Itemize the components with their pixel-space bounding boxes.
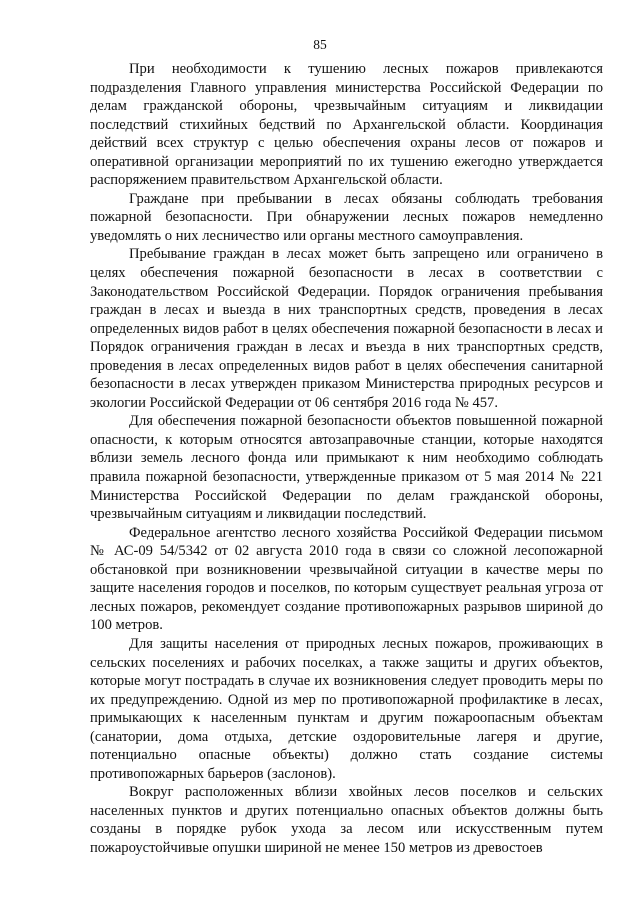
page-number: 85	[313, 37, 327, 52]
paragraph-fire-units: При необходимости к тушению лесных пожаров привлекаются подразделения Главного управления министерства Российской Федерации по делам гражданской обороны, чрезвычайным ситуациям и ликвидации последствий стихийных бедствий по Архангельской области. Координация действий всех структур с целью обеспечения охраны лесов от пожаров и оперативной организации мероприятий по их тушению ежегодно утверждается распоряжением правительством Архангельской области.	[90, 61, 603, 189]
document-body	[90, 60, 603, 858]
paragraph-fire-resistant-edges: Вокруг расположенных вблизи хвойных лесов поселков и сельских населенных пунктов и других потенциально опасных объектов должны быть созданы в порядке рубок ухода за лесом или искусственным путем пожароустойчивые опушки шириной не менее 150 метров из древостоев	[90, 784, 603, 856]
paragraph-restriction-of-stay: Пребывание граждан в лесах может быть запрещено или ограничено в целях обеспечения пожарной безопасности в лесах в соответствии с Законодательством Российской Федерации. Порядок ограничения пребывания граждан в лесах и выезда в них транспортных средств, проведения в лесах определенных видов работ в целях обеспечения пожарной безопасности в лесах и Порядок ограничения граждан в лесах и въезда в них транспортных средств, проведения в лесах определенных видов работ в целях обеспечения санитарной безопасности в лесах утвержден приказом Министерства природных ресурсов и экологии Российской Федерации от 06 сентября 2016 года № 457.	[90, 246, 603, 411]
paragraph-gas-stations: Для обеспечения пожарной безопасности объектов повышенной пожарной опасности, к которым относятся автозаправочные станции, которые находятся вблизи земель лесного фонда или примыкают к ним необходимо соблюдать правила пожарной безопасности, утвержденные приказом от 5 мая 2014 № 221 Министерства Российской Федерации по делам гражданской обороны, чрезвычайным ситуациям и ликвидации последствий.	[90, 413, 603, 523]
paragraph-population-protection: Для защиты населения от природных лесных пожаров, проживающих в сельских поселениях и рабочих поселках, а также защиты и других объектов, которые могут пострадать в случае их возникновения следует проводить меры по их предупреждению. Одной из мер по противопожарной профилактике в лесах, примыкающих к населенным пунктам и другим пожароопасным объектам (санатории, дома отдыха, детские оздоровительные лагеря и другие, потенциально опасные объекты) должно стать создание системы противопожарных барьеров (заслонов).	[90, 635, 603, 782]
paragraph-federal-agency-letter: Федеральное агентство лесного хозяйства Российкой Федерации письмом № АС-09 54/5342 от 02 августа 2010 года в связи со сложной лесопожарной обстановкой при возникновении чрезвычайной ситуации в качестве меры по защите населения городов и поселков, по которым существует реальная угроза от лесных пожаров, рекомендует создание противопожарных разрывов шириной до 100 метров.	[90, 524, 603, 634]
paragraph-citizens-duties: Граждане при пребывании в лесах обязаны соблюдать требования пожарной безопасности. При обнаружении лесных пожаров немедленно уведомлять о них лесничество или органы местного самоуправления.	[90, 190, 603, 244]
